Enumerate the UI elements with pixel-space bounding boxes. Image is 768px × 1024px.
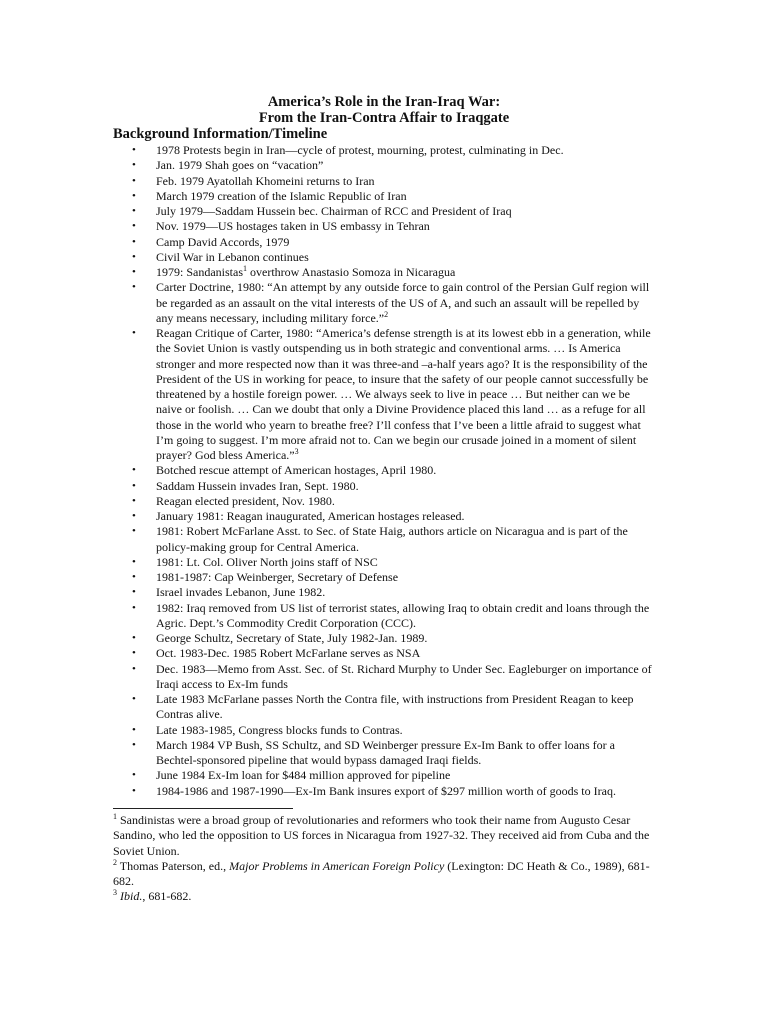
timeline-item	[113, 601, 658, 632]
timeline-item	[113, 174, 658, 189]
timeline-item-text: 1981: Robert McFarlane Asst. to Sec. of State Haig, authors article on Nicaragua and is part of the policy-making group for Central America.	[156, 524, 628, 554]
bullet-icon: •	[132, 266, 136, 278]
bullet-icon: •	[132, 510, 136, 522]
bullet-icon: •	[132, 189, 136, 202]
bullet-icon: •	[132, 571, 136, 583]
footnote-reference: 2	[384, 309, 389, 319]
timeline-item-text: January 1981: Reagan inaugurated, American hostages released.	[156, 509, 465, 523]
bullet-icon: •	[132, 693, 136, 705]
bullet-icon: •	[132, 769, 136, 782]
timeline-item	[113, 189, 658, 204]
timeline-item	[113, 143, 658, 158]
bullet-icon: •	[132, 159, 136, 172]
bullet-icon: •	[132, 327, 136, 339]
footnote-number: 3	[113, 888, 117, 898]
timeline-item-text: 1982: Iraq removed from US list of terrorist states, allowing Iraq to obtain credit and loans through the Agric. Dept.’s Commodity Credit Corporation (CCC).	[156, 600, 650, 630]
timeline-item-text: Reagan elected president, Nov. 1980.	[156, 493, 335, 508]
footnote-reference: 3	[294, 447, 299, 456]
timeline-item	[113, 524, 658, 555]
timeline-item	[113, 463, 658, 478]
timeline-item	[113, 158, 658, 173]
footnotes	[113, 813, 658, 905]
timeline-item	[113, 692, 658, 723]
footnote-italic-title: Ibid.	[120, 889, 143, 904]
timeline-item	[113, 204, 658, 219]
section-heading: Background Information/Timeline	[113, 126, 328, 142]
footnote	[113, 859, 658, 890]
timeline-item-text: 1984-1986 and 1987-1990—Ex-Im Bank insures export of $297 million worth of goods to Iraq.	[156, 783, 616, 798]
bullet-icon: •	[132, 479, 136, 492]
bullet-icon: •	[132, 555, 136, 568]
timeline-item	[113, 570, 658, 585]
timeline-item	[113, 280, 658, 326]
timeline-item-text: Carter Doctrine, 1980: “An attempt by any outside force to gain control of the Persian Gulf region will be regarded as an assault on the vital interests of the US of A, and such an assault will be repelled by any means necessary, including military force.”	[156, 280, 650, 325]
timeline-item	[113, 784, 658, 799]
footnote-separator	[113, 808, 293, 809]
timeline-item	[113, 585, 658, 600]
timeline-item	[113, 723, 658, 738]
bullet-icon: •	[132, 723, 136, 736]
timeline-item	[113, 265, 658, 280]
timeline-item-text: 1981: Lt. Col. Oliver North joins staff of NSC	[156, 554, 378, 569]
footnote-text-continued: (Lexington: DC Heath & Co., 1989), 681-682.	[113, 858, 650, 889]
timeline-item-text: Botched rescue attempt of American hostages, April 1980.	[156, 463, 437, 478]
footnote-italic-title: Major Problems in American Foreign Policy	[229, 858, 445, 873]
timeline-item	[113, 509, 658, 524]
timeline-item-text: 1979: Sandanistas	[156, 265, 243, 279]
footnote-text-continued: , 681-682.	[142, 889, 192, 904]
bullet-icon: •	[132, 601, 136, 614]
document-title-line-2: From the Iran-Contra Affair to Iraqgate	[258, 110, 510, 126]
bullet-icon: •	[132, 281, 136, 294]
timeline-item	[113, 219, 658, 234]
bullet-icon: •	[132, 220, 136, 233]
timeline-item-text: July 1979—Saddam Hussein bec. Chairman of RCC and President of Iraq	[156, 204, 512, 218]
timeline-item	[113, 479, 658, 494]
timeline-item-text: Feb. 1979 Ayatollah Khomeini returns to Iran	[156, 173, 375, 188]
timeline-item-text: Saddam Hussein invades Iran, Sept. 1980.	[156, 478, 359, 493]
timeline-item-text: Jan. 1979 Shah goes on “vacation”	[156, 158, 324, 173]
bullet-icon: •	[132, 174, 136, 187]
footnote-number: 2	[113, 857, 117, 867]
timeline-item	[113, 326, 658, 463]
timeline-item	[113, 646, 658, 661]
footnote-text: Thomas Paterson, ed.,	[117, 858, 230, 873]
footnote-text: Sandinistas were a broad group of revolutionaries and reformers who took their name from Augusto Cesar Sandino, who led the opposition to US forces in Nicaragua from 1927-32. They received aid from Cuba and the Soviet Union.	[113, 813, 650, 858]
bullet-icon: •	[132, 144, 136, 156]
timeline-item	[113, 662, 658, 693]
bullet-icon: •	[132, 464, 136, 477]
bullet-icon: •	[132, 525, 136, 538]
timeline-item	[113, 494, 658, 509]
timeline-item-text: June 1984 Ex-Im loan for $484 million approved for pipeline	[156, 768, 451, 783]
timeline-item	[113, 250, 658, 265]
timeline-item-text: Reagan Critique of Carter, 1980: “America’s defense strength is at its lowest ebb in a generation, while the Soviet Union is vastly outspending us in both strategic and conventional arms. … Is America stronger and more respected now than it was three-and –a-half years ago? It is the responsibility of the President of the US in working for peace, to insure that the safety of our people cannot successfully be threatened by a hostile foreign power. … We always seek to live in peace … But neither can we be naive or foolish. … Can we doubt that only a Divine Providence placed this land … as a refuge for all those in the world who yearn to breathe free? I’ll confess that I’ve been a little afraid to suggest what I’m going to suggest. I’m more afraid not to. Can we begin our crusade joined in a moment of silent prayer? God bless America.”	[156, 326, 651, 462]
timeline-item-text: Nov. 1979—US hostages taken in US embassy in Tehran	[156, 219, 430, 234]
timeline-item-text: Late 1983 McFarlane passes North the Contra file, with instructions from President Reagan to keep Contras alive.	[156, 692, 634, 722]
footnote-reference: 1	[243, 264, 247, 273]
timeline-item	[113, 235, 658, 250]
bullet-icon: •	[132, 205, 136, 217]
timeline-item-text: Camp David Accords, 1979	[156, 234, 290, 249]
timeline-item	[113, 631, 658, 646]
timeline-item	[113, 738, 658, 769]
bullet-icon: •	[132, 784, 136, 797]
bullet-icon: •	[132, 647, 136, 660]
footnote-number: 1	[113, 812, 117, 821]
timeline-item-text: Israel invades Lebanon, June 1982.	[156, 585, 326, 600]
timeline-item	[113, 555, 658, 570]
timeline-item-text: 1978 Protests begin in Iran—cycle of protest, mourning, protest, culminating in Dec.	[156, 143, 564, 157]
timeline-item	[113, 768, 658, 783]
timeline-item-text: George Schultz, Secretary of State, July 1982-Jan. 1989.	[156, 631, 428, 645]
timeline-item-text: 1981-1987: Cap Weinberger, Secretary of Defense	[156, 570, 399, 584]
bullet-icon: •	[132, 738, 136, 751]
timeline-list	[113, 143, 658, 799]
bullet-icon: •	[132, 632, 136, 644]
timeline-item-text-continued: overthrow Anastasio Somoza in Nicaragua	[247, 265, 456, 279]
bullet-icon: •	[132, 250, 136, 263]
footnote	[113, 813, 658, 859]
timeline-item-text: March 1984 VP Bush, SS Schultz, and SD Weinberger pressure Ex-Im Bank to offer loans for a Bechtel-sponsored pipeline that would bypass damaged Iraqi fields.	[156, 737, 615, 767]
timeline-item-text: Civil War in Lebanon continues	[156, 249, 309, 264]
bullet-icon: •	[132, 235, 136, 248]
bullet-icon: •	[132, 494, 136, 507]
bullet-icon: •	[132, 586, 136, 599]
footnote	[113, 889, 658, 904]
bullet-icon: •	[132, 662, 136, 675]
timeline-item-text: Dec. 1983—Memo from Asst. Sec. of St. Richard Murphy to Under Sec. Eagleburger on importance of Iraqi access to Ex-Im funds	[156, 661, 652, 691]
timeline-item-text: Late 1983-1985, Congress blocks funds to Contras.	[156, 722, 403, 737]
document-title-line-1: America’s Role in the Iran-Iraq War:	[267, 94, 501, 110]
timeline-item-text: March 1979 creation of the Islamic Republic of Iran	[156, 188, 407, 203]
timeline-item-text: Oct. 1983-Dec. 1985 Robert McFarlane serves as NSA	[156, 646, 421, 661]
